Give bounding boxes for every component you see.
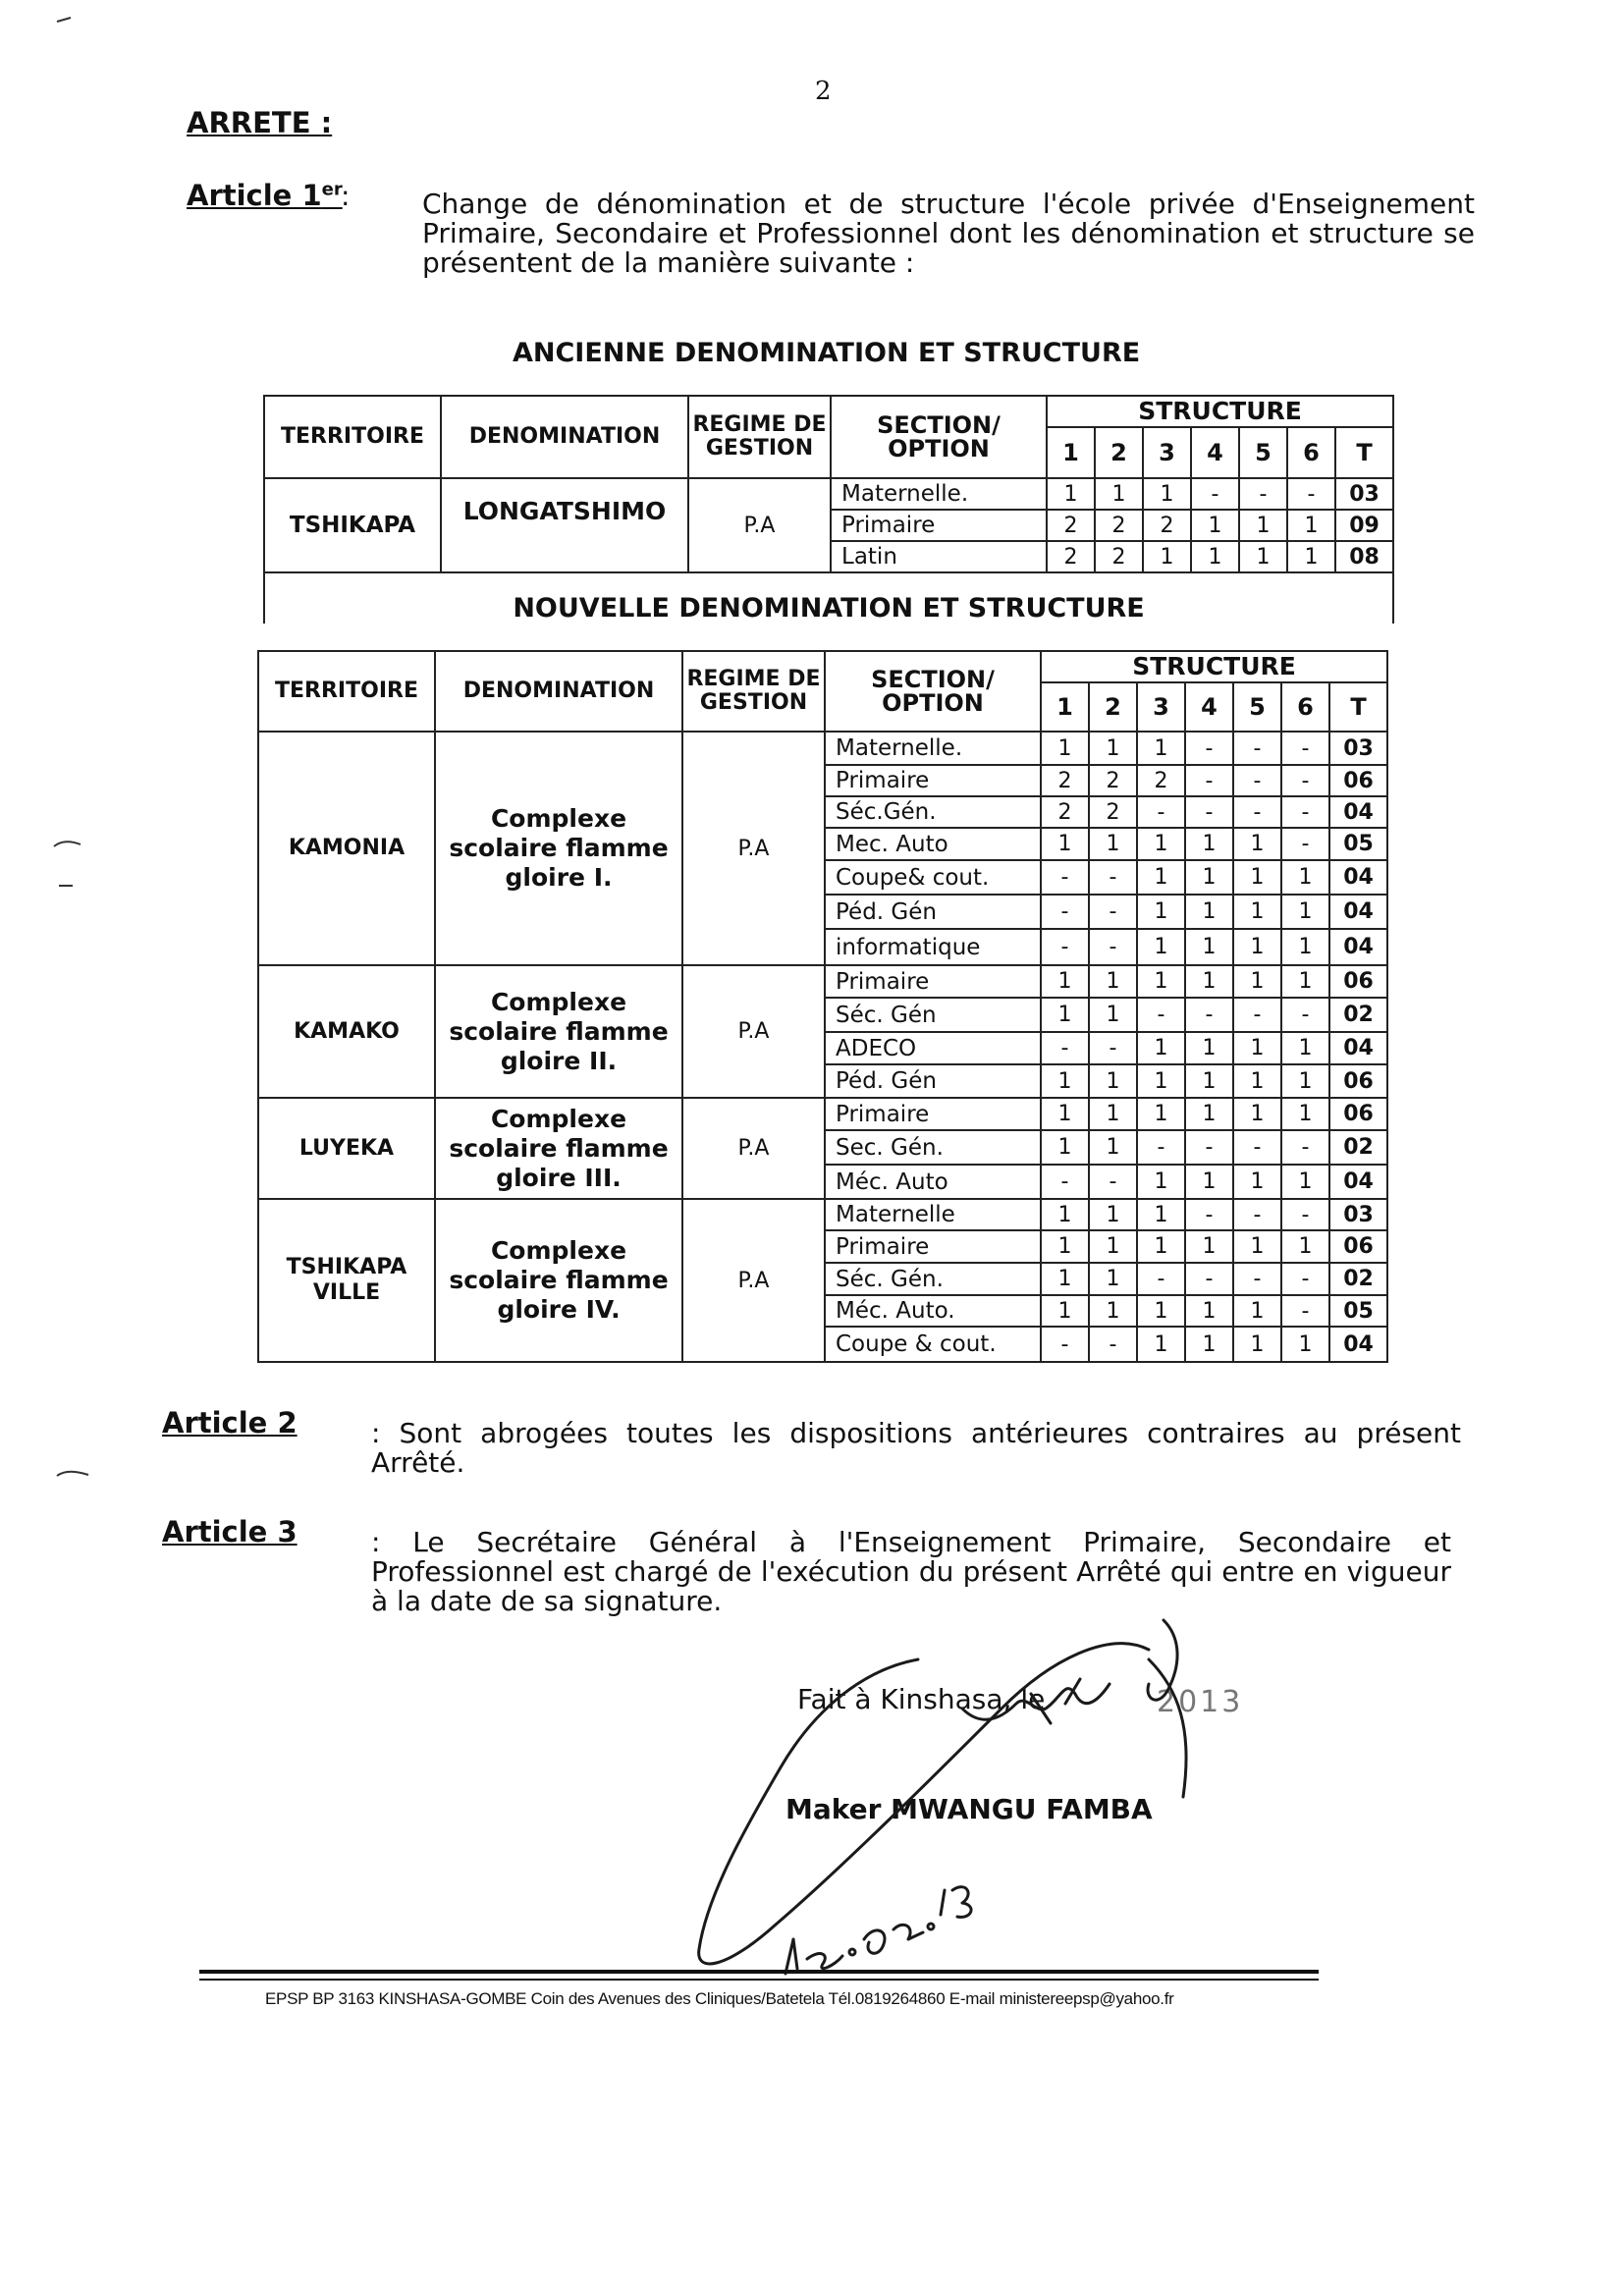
value-cell: - — [1041, 860, 1089, 895]
value-cell: 1 — [1185, 929, 1233, 965]
value-cell: 1 — [1089, 1263, 1137, 1295]
value-cell: 1 — [1185, 1165, 1233, 1199]
old-col-1: 1 — [1047, 427, 1095, 478]
value-cell: 1 — [1137, 1327, 1185, 1362]
old-col-3: 3 — [1143, 427, 1191, 478]
value-cell: 1 — [1185, 965, 1233, 998]
value-cell: 1 — [1137, 1295, 1185, 1327]
value-cell: - — [1185, 732, 1233, 765]
option-cell: Mec. Auto — [825, 828, 1041, 860]
total-cell: 06 — [1329, 1230, 1387, 1263]
option-cell: Primaire — [825, 765, 1041, 796]
option-cell: Primaire — [825, 965, 1041, 998]
total-cell: 06 — [1329, 1098, 1387, 1130]
value-cell: - — [1041, 895, 1089, 929]
value-cell: 1 — [1137, 860, 1185, 895]
option-cell: Méc. Auto — [825, 1165, 1041, 1199]
value-cell: 1 — [1041, 1263, 1089, 1295]
denomination-cell: Complexe scolaire flamme gloire II. — [435, 965, 682, 1098]
old-header-denomination: DENOMINATION — [441, 396, 688, 478]
old-col-6: 6 — [1287, 427, 1335, 478]
total-cell: 02 — [1329, 1130, 1387, 1165]
value-cell: 1 — [1281, 1165, 1329, 1199]
old-col-2: 2 — [1095, 427, 1143, 478]
value-cell: - — [1089, 1165, 1137, 1199]
option-cell: Séc. Gén — [825, 998, 1041, 1032]
old-header-structure: STRUCTURE — [1047, 396, 1393, 427]
value-cell: 1 — [1089, 965, 1137, 998]
value-cell: - — [1281, 1199, 1329, 1230]
value-cell: - — [1185, 765, 1233, 796]
value-cell: 1 — [1137, 1230, 1185, 1263]
option-cell: Séc. Gén. — [825, 1263, 1041, 1295]
old-header-regime: REGIME DE GESTION — [688, 396, 831, 478]
value-cell: - — [1089, 1032, 1137, 1064]
value-cell: 1 — [1041, 732, 1089, 765]
total-cell: 06 — [1329, 1064, 1387, 1098]
value-cell: 1 — [1233, 1098, 1281, 1130]
value-cell: 1 — [1089, 732, 1137, 765]
denomination-cell: LONGATSHIMO — [441, 478, 688, 572]
value-cell: 1 — [1281, 965, 1329, 998]
value-cell: 1 — [1041, 965, 1089, 998]
value-cell: - — [1041, 1165, 1089, 1199]
value-cell: 1 — [1041, 828, 1089, 860]
value-cell: - — [1233, 1130, 1281, 1165]
new-col-1: 1 — [1041, 682, 1089, 732]
value-cell: 1 — [1137, 1032, 1185, 1064]
value-cell: 1 — [1089, 828, 1137, 860]
option-cell: Sec. Gén. — [825, 1130, 1041, 1165]
value-cell: 1 — [1185, 828, 1233, 860]
value-cell: 1 — [1281, 929, 1329, 965]
value-cell: 2 — [1041, 765, 1089, 796]
article-3-text: : Le Secrétaire Général à l'Enseignement Primaire, Secondaire et Professionnel est chargé de l'exécution du présent Arrêté qui entre en vigueur à la date de sa signature. — [371, 1526, 1451, 1617]
article-1-colon: : — [341, 180, 351, 212]
value-cell: 1 — [1041, 1098, 1089, 1130]
total-cell: 04 — [1329, 929, 1387, 965]
value-cell: 1 — [1233, 1064, 1281, 1098]
territoire-cell: KAMAKO — [258, 965, 435, 1098]
value-cell: - — [1233, 1199, 1281, 1230]
value-cell: 2 — [1095, 541, 1143, 572]
value-cell: 1 — [1185, 1098, 1233, 1130]
article-1-text: Change de dénomination et de structure l'école privée d'Enseignement Primaire, Secondaire et Professionnel dont les dénomination et structure se présentent de la manière suivante : — [422, 188, 1475, 279]
value-cell: 1 — [1281, 1098, 1329, 1130]
new-col-t: T — [1329, 682, 1387, 732]
value-cell: - — [1185, 1199, 1233, 1230]
option-cell: Primaire — [825, 1098, 1041, 1130]
option-cell: Méc. Auto. — [825, 1295, 1041, 1327]
value-cell: 2 — [1047, 541, 1095, 572]
value-cell: - — [1281, 796, 1329, 828]
value-cell: - — [1185, 1130, 1233, 1165]
footer-rule-thin — [199, 1979, 1319, 1981]
value-cell: - — [1281, 828, 1329, 860]
total-cell: 05 — [1329, 828, 1387, 860]
value-cell: 1 — [1137, 1098, 1185, 1130]
footer-rule — [199, 1970, 1319, 1974]
old-header-section: SECTION/ OPTION — [831, 396, 1047, 478]
value-cell: 2 — [1089, 765, 1137, 796]
new-col-4: 4 — [1185, 682, 1233, 732]
value-cell: - — [1233, 765, 1281, 796]
value-cell: 2 — [1143, 510, 1191, 541]
arrete-heading: ARRETE : — [187, 106, 333, 139]
new-header-section: SECTION/ OPTION — [825, 651, 1041, 732]
value-cell: 1 — [1041, 998, 1089, 1032]
denomination-cell: Complexe scolaire flamme gloire IV. — [435, 1199, 682, 1362]
page-number: 2 — [815, 77, 832, 106]
value-cell: 1 — [1089, 1130, 1137, 1165]
option-cell: Coupe& cout. — [825, 860, 1041, 895]
value-cell: - — [1233, 796, 1281, 828]
value-cell: 1 — [1137, 1064, 1185, 1098]
value-cell: - — [1137, 1130, 1185, 1165]
value-cell: 1 — [1233, 860, 1281, 895]
regime-cell: P.A — [682, 965, 825, 1098]
total-cell: 02 — [1329, 1263, 1387, 1295]
value-cell: 1 — [1089, 1098, 1137, 1130]
value-cell: - — [1185, 1263, 1233, 1295]
value-cell: 1 — [1233, 828, 1281, 860]
total-cell: 03 — [1335, 478, 1393, 510]
value-cell: 1 — [1233, 965, 1281, 998]
territoire-cell: LUYEKA — [258, 1098, 435, 1199]
article-1-superscript: er — [321, 179, 343, 200]
value-cell: 1 — [1185, 1295, 1233, 1327]
value-cell: 1 — [1041, 1230, 1089, 1263]
value-cell: 1 — [1185, 895, 1233, 929]
value-cell: - — [1041, 1327, 1089, 1362]
new-col-3: 3 — [1137, 682, 1185, 732]
option-cell: ADECO — [825, 1032, 1041, 1064]
article-2-text: : Sont abrogées toutes les dispositions antérieures contraires au présent Arrêté. — [371, 1417, 1461, 1479]
value-cell: 1 — [1041, 1199, 1089, 1230]
new-table-title: NOUVELLE DENOMINATION ET STRUCTURE — [264, 572, 1393, 624]
value-cell: 1 — [1137, 828, 1185, 860]
value-cell: 1 — [1233, 1230, 1281, 1263]
article-1-label: Article 1er — [187, 179, 343, 212]
value-cell: 1 — [1185, 1064, 1233, 1098]
denomination-cell: Complexe scolaire flamme gloire I. — [435, 732, 682, 965]
regime-cell: P.A — [682, 732, 825, 965]
total-cell: 02 — [1329, 998, 1387, 1032]
value-cell: 1 — [1089, 1064, 1137, 1098]
option-cell: Péd. Gén — [825, 895, 1041, 929]
value-cell: - — [1281, 1295, 1329, 1327]
value-cell: 1 — [1089, 1230, 1137, 1263]
value-cell: - — [1137, 1263, 1185, 1295]
territoire-cell: KAMONIA — [258, 732, 435, 965]
value-cell: - — [1137, 998, 1185, 1032]
value-cell: - — [1041, 1032, 1089, 1064]
regime-cell: P.A — [682, 1098, 825, 1199]
total-cell: 08 — [1335, 541, 1393, 572]
total-cell: 09 — [1335, 510, 1393, 541]
new-header-territoire: TERRITOIRE — [258, 651, 435, 732]
value-cell: 1 — [1143, 541, 1191, 572]
total-cell: 04 — [1329, 1032, 1387, 1064]
signature-place: Fait à Kinshasa, le — [797, 1683, 1046, 1715]
article-3-label: Article 3 — [162, 1515, 298, 1548]
value-cell: - — [1233, 998, 1281, 1032]
value-cell: 1 — [1281, 1032, 1329, 1064]
value-cell: - — [1089, 860, 1137, 895]
value-cell: 1 — [1191, 541, 1239, 572]
new-header-regime: REGIME DE GESTION — [682, 651, 825, 732]
value-cell: - — [1239, 478, 1287, 510]
value-cell: 1 — [1137, 1199, 1185, 1230]
value-cell: - — [1233, 1263, 1281, 1295]
value-cell: - — [1089, 895, 1137, 929]
value-cell: 1 — [1281, 1327, 1329, 1362]
value-cell: 1 — [1191, 510, 1239, 541]
old-col-t: T — [1335, 427, 1393, 478]
value-cell: 1 — [1089, 1295, 1137, 1327]
regime-cell: P.A — [688, 478, 831, 572]
option-cell: Maternelle — [825, 1199, 1041, 1230]
value-cell: 1 — [1137, 895, 1185, 929]
option-cell: Maternelle. — [825, 732, 1041, 765]
value-cell: 1 — [1239, 510, 1287, 541]
value-cell: 1 — [1233, 1032, 1281, 1064]
value-cell: - — [1281, 732, 1329, 765]
old-table-title: ANCIENNE DENOMINATION ET STRUCTURE — [513, 338, 1141, 368]
value-cell: - — [1089, 1327, 1137, 1362]
total-cell: 04 — [1329, 895, 1387, 929]
value-cell: 1 — [1041, 1295, 1089, 1327]
value-cell: - — [1281, 1130, 1329, 1165]
value-cell: 1 — [1281, 1064, 1329, 1098]
value-cell: - — [1137, 796, 1185, 828]
value-cell: 1 — [1287, 510, 1335, 541]
value-cell: 1 — [1041, 1064, 1089, 1098]
option-cell: Maternelle. — [831, 478, 1047, 510]
new-col-6: 6 — [1281, 682, 1329, 732]
value-cell: 1 — [1185, 1230, 1233, 1263]
option-cell: Coupe & cout. — [825, 1327, 1041, 1362]
option-cell: Péd. Gén — [825, 1064, 1041, 1098]
value-cell: - — [1185, 796, 1233, 828]
option-cell: Primaire — [825, 1230, 1041, 1263]
value-cell: 1 — [1137, 965, 1185, 998]
option-cell: Séc.Gén. — [825, 796, 1041, 828]
total-cell: 04 — [1329, 860, 1387, 895]
value-cell: 1 — [1137, 732, 1185, 765]
total-cell: 04 — [1329, 796, 1387, 828]
footer-address: EPSP BP 3163 KINSHASA-GOMBE Coin des Avenues des Cliniques/Batetela Tél.0819264860 E-mail ministereepsp@yahoo.fr — [265, 1989, 1174, 2008]
new-col-5: 5 — [1233, 682, 1281, 732]
denomination-cell: Complexe scolaire flamme gloire III. — [435, 1098, 682, 1199]
value-cell: 1 — [1137, 929, 1185, 965]
value-cell: 1 — [1287, 541, 1335, 572]
value-cell: 1 — [1143, 478, 1191, 510]
option-cell: Primaire — [831, 510, 1047, 541]
value-cell: 1 — [1089, 1199, 1137, 1230]
new-header-denomination: DENOMINATION — [435, 651, 682, 732]
value-cell: 1 — [1185, 1327, 1233, 1362]
option-cell: informatique — [825, 929, 1041, 965]
new-col-2: 2 — [1089, 682, 1137, 732]
value-cell: 1 — [1233, 1165, 1281, 1199]
total-cell: 06 — [1329, 765, 1387, 796]
territoire-cell: TSHIKAPA — [264, 478, 441, 572]
value-cell: 1 — [1041, 1130, 1089, 1165]
value-cell: - — [1191, 478, 1239, 510]
signature-date-stamp: 2013 — [1157, 1685, 1244, 1719]
value-cell: - — [1089, 929, 1137, 965]
value-cell: - — [1041, 929, 1089, 965]
value-cell: 2 — [1089, 796, 1137, 828]
value-cell: - — [1233, 732, 1281, 765]
value-cell: - — [1287, 478, 1335, 510]
value-cell: 2 — [1137, 765, 1185, 796]
value-cell: 2 — [1095, 510, 1143, 541]
value-cell: 1 — [1281, 860, 1329, 895]
value-cell: - — [1185, 998, 1233, 1032]
regime-cell: P.A — [682, 1199, 825, 1362]
value-cell: - — [1281, 998, 1329, 1032]
value-cell: 1 — [1185, 1032, 1233, 1064]
total-cell: 04 — [1329, 1165, 1387, 1199]
total-cell: 03 — [1329, 1199, 1387, 1230]
value-cell: 1 — [1281, 1230, 1329, 1263]
total-cell: 03 — [1329, 732, 1387, 765]
value-cell: 2 — [1047, 510, 1095, 541]
value-cell: 1 — [1233, 895, 1281, 929]
value-cell: 1 — [1047, 478, 1095, 510]
article-2-label: Article 2 — [162, 1406, 298, 1439]
total-cell: 06 — [1329, 965, 1387, 998]
value-cell: 1 — [1233, 929, 1281, 965]
value-cell: 1 — [1089, 998, 1137, 1032]
old-col-4: 4 — [1191, 427, 1239, 478]
value-cell: - — [1281, 1263, 1329, 1295]
option-cell: Latin — [831, 541, 1047, 572]
value-cell: 1 — [1095, 478, 1143, 510]
old-header-territoire: TERRITOIRE — [264, 396, 441, 478]
value-cell: 1 — [1233, 1327, 1281, 1362]
total-cell: 05 — [1329, 1295, 1387, 1327]
value-cell: 2 — [1041, 796, 1089, 828]
value-cell: 1 — [1137, 1165, 1185, 1199]
territoire-cell: TSHIKAPA VILLE — [258, 1199, 435, 1362]
value-cell: 1 — [1185, 860, 1233, 895]
value-cell: 1 — [1233, 1295, 1281, 1327]
value-cell: 1 — [1239, 541, 1287, 572]
signatory-name: Maker MWANGU FAMBA — [785, 1793, 1153, 1825]
total-cell: 04 — [1329, 1327, 1387, 1362]
value-cell: 1 — [1281, 895, 1329, 929]
new-header-structure: STRUCTURE — [1041, 651, 1387, 682]
old-col-5: 5 — [1239, 427, 1287, 478]
value-cell: - — [1281, 765, 1329, 796]
